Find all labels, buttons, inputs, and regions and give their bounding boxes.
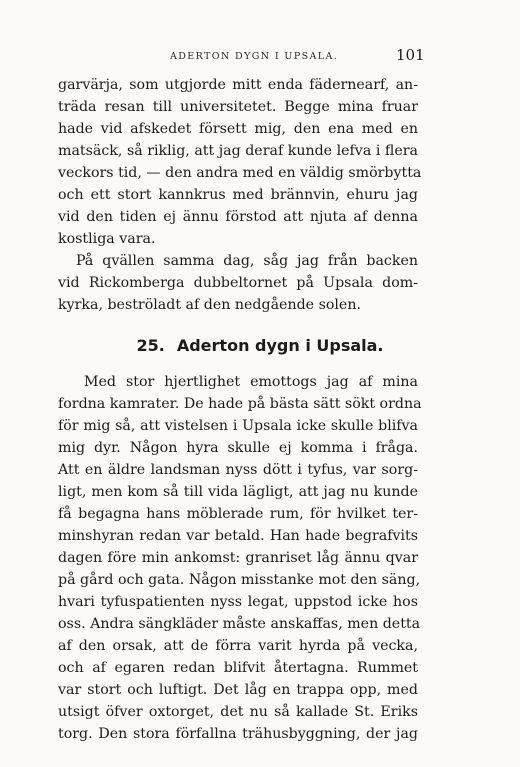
text-line: af den orsak, att de förra varit hyrda på vecka,	[58, 638, 418, 654]
text-line: hvari tyfuspatienten nyss legat, uppstod icke hos	[58, 594, 418, 610]
text-line: fordna kamrater. De hade på bästa sätt sökt ordna	[58, 396, 422, 412]
text-line: hade vid afskedet försett mig, den ena med en	[58, 121, 418, 137]
text-line: få begagna hans möblerade rum, för hvilket ter-	[58, 506, 418, 522]
text-line: träda resan till universitetet. Begge mina fruar	[58, 99, 418, 115]
page-number: 101	[396, 46, 425, 64]
text-line: kostliga vara.	[58, 231, 156, 247]
section-number: 25.	[136, 336, 165, 355]
text-line: vid Rickomberga dubbeltornet på Upsala dom-	[58, 275, 418, 291]
text-line: Att en äldre landsman nyss dött i tyfus, var sorg-	[58, 462, 418, 478]
text-line: minshyran redan var betald. Han hade begrafvits	[58, 528, 418, 544]
text-line: och ett stort kannkrus med brännvin, ehuru jag	[58, 187, 418, 203]
text-line: på gård och gata. Någon misstanke mot den säng,	[58, 572, 421, 588]
text-line: utsigt öfver oxtorget, det nu så kallade St. Eriks	[58, 704, 418, 720]
text-line: var stort och luftigt. Det låg en trappa opp, med	[58, 682, 418, 698]
text-line: och af egaren redan blifvit återtagna. Rummet	[58, 660, 418, 676]
text-line: oss. Andra sängkläder måste anskaffas, men detta	[58, 616, 421, 632]
running-title: ADERTON DYGN I UPSALA.	[170, 51, 339, 62]
section-title: Aderton dygn i Upsala.	[176, 336, 384, 355]
section-heading	[0, 336, 520, 355]
text-line: kyrka, beströladt af den nedgående solen.	[58, 297, 361, 313]
text-line: Med stor hjertlighet emottogs jag af mina	[84, 374, 418, 390]
text-line: matsäck, så riklig, att jag deraf kunde lefva i flera	[58, 143, 418, 159]
page-header	[0, 46, 520, 68]
text-line: ligt, men kom så till vida lägligt, att jag nu kunde	[58, 484, 418, 500]
text-line: torg. Den stora förfallna trähusbyggning, der jag	[58, 726, 418, 742]
text-line: veckors tid, — den andra med en väldig smörbytta	[58, 165, 422, 181]
paragraph-body	[58, 371, 422, 745]
text-line: vid den tiden ej ännu förstod att njuta af denna	[58, 209, 418, 225]
paragraph-continuation	[58, 74, 422, 250]
paragraph-evening	[58, 250, 418, 316]
text-line: garvärja, som utgjorde mitt enda fädernearf, an-	[58, 77, 418, 93]
text-line: På qvällen samma dag, såg jag från backen	[76, 253, 418, 269]
text-line: för mig så, att vistelsen i Upsala icke skulle blifva	[58, 418, 418, 434]
text-line: mig dyr. Någon hyra skulle ej komma i fråga.	[58, 440, 418, 456]
text-line: dagen före min ankomst: granriset låg ännu qvar	[58, 550, 418, 566]
